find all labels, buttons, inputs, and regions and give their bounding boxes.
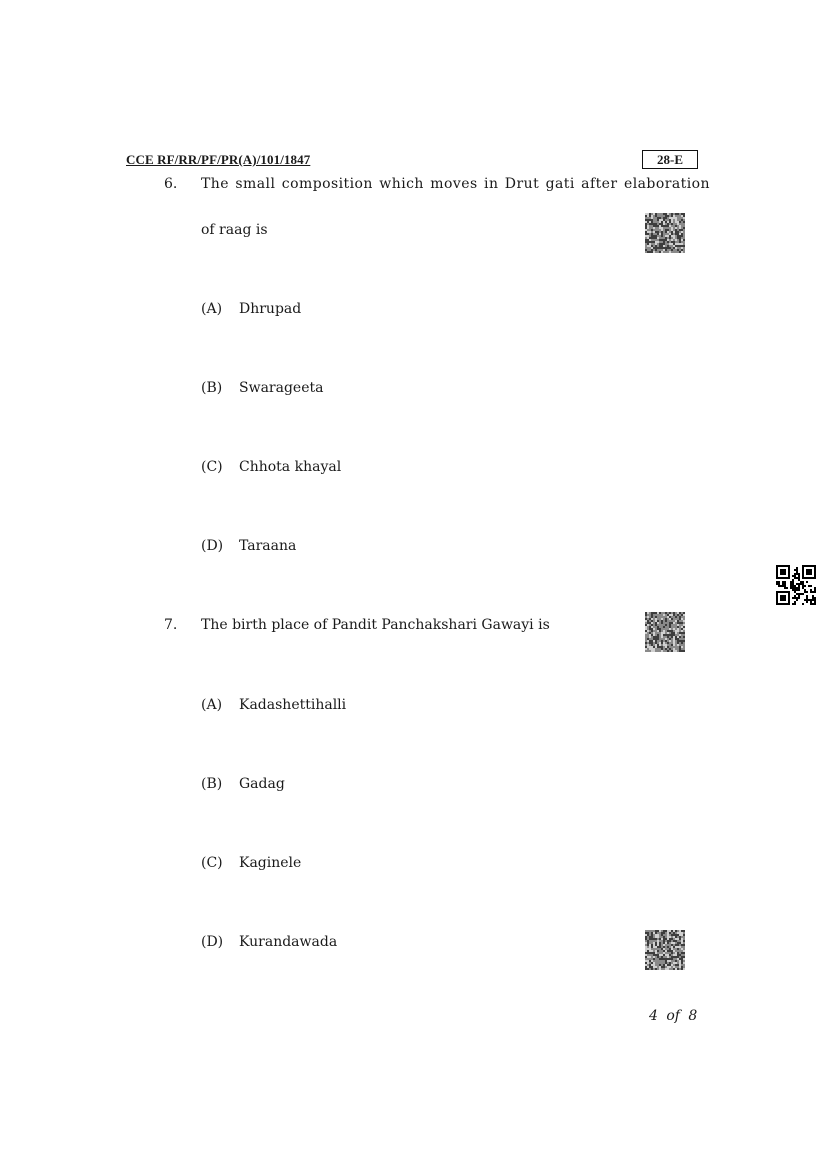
- question-6-text-line2: of raag is: [201, 222, 268, 238]
- question-6-text-line1: The small composition which moves in Drut gati after elaboration: [201, 176, 711, 192]
- q7-option-b-text: Gadag: [239, 776, 285, 792]
- q6-option-a-label: (A): [201, 301, 223, 317]
- scan-code-icon: [645, 612, 685, 652]
- q7-option-d-text: Kurandawada: [239, 934, 338, 950]
- q6-option-d-text: Taraana: [239, 538, 297, 554]
- q7-option-d-label: (D): [201, 934, 224, 950]
- q7-option-a-label: (A): [201, 697, 223, 713]
- question-7-number: 7.: [164, 617, 178, 633]
- exam-code: CCE RF/RR/PF/PR(A)/101/1847: [126, 152, 311, 167]
- question-7-text: The birth place of Pandit Panchakshari Gawayi is: [201, 617, 550, 633]
- q7-option-b-label: (B): [201, 776, 223, 792]
- q7-option-c-text: Kaginele: [239, 855, 302, 871]
- q6-option-d-label: (D): [201, 538, 224, 554]
- q7-option-a-text: Kadashettihalli: [239, 697, 347, 713]
- q6-option-c-text: Chhota khayal: [239, 459, 342, 475]
- scan-code-icon: [645, 930, 685, 970]
- question-6-number: 6.: [164, 176, 178, 192]
- q6-option-b-label: (B): [201, 380, 223, 396]
- subject-code-box: 28-E: [642, 150, 698, 169]
- q6-option-c-label: (C): [201, 459, 223, 475]
- q6-option-b-text: Swarageeta: [239, 380, 324, 396]
- q7-option-c-label: (C): [201, 855, 223, 871]
- scan-code-icon: [645, 213, 685, 253]
- q6-option-a-text: Dhrupad: [239, 301, 302, 317]
- page-indicator: 4 of 8: [649, 1008, 698, 1024]
- qr-code-icon: [776, 565, 816, 605]
